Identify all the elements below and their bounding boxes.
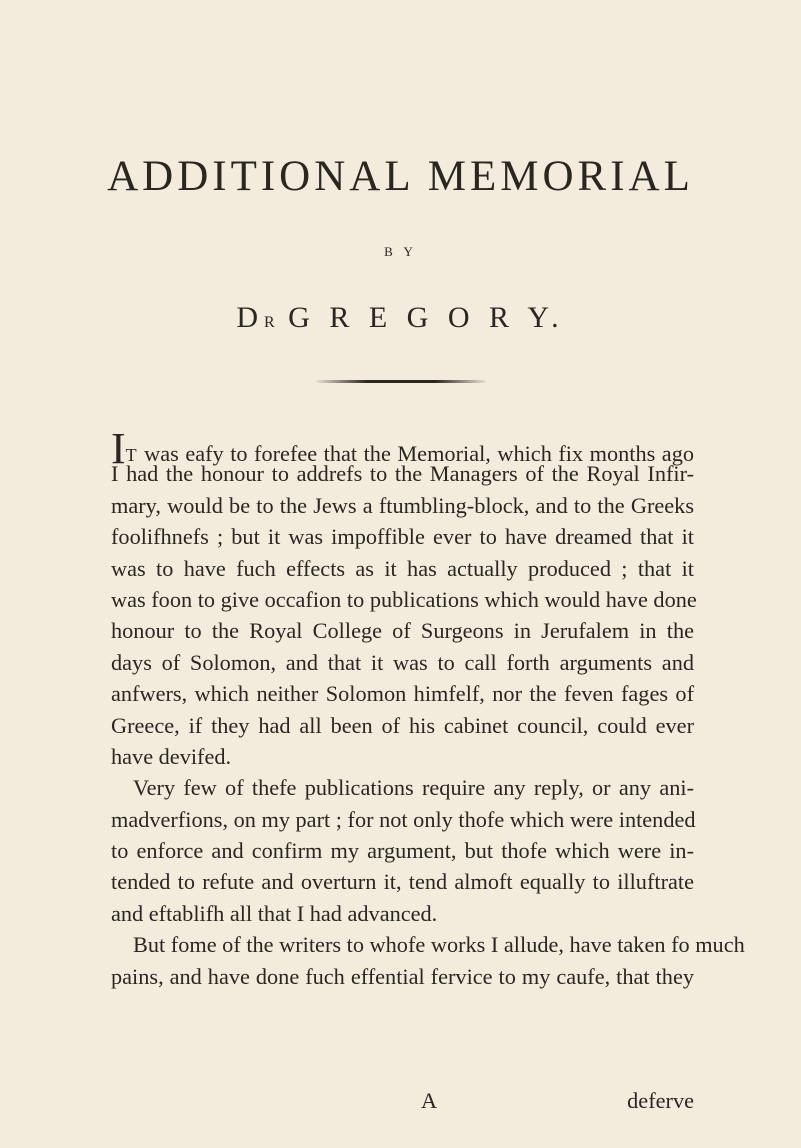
catchword: deferve — [627, 1088, 694, 1113]
text-line: anfwers, which neither Solomon himfelf, nor the feven fages of — [111, 681, 694, 707]
text-line: Very few of thefe publications require any reply, or any ani- — [133, 775, 694, 801]
text-line: Greece, if they had all been of his cabinet council, could ever — [111, 712, 694, 738]
text-line: to enforce and confirm my argument, but thofe which were in- — [111, 838, 694, 864]
body-text — [111, 424, 745, 992]
text-line: pains, and have done fuch effential fervice to my caufe, that they — [111, 963, 694, 989]
text-line: But fome of the writers to whofe works I allude, have taken fo much — [133, 932, 745, 958]
text-line: madverfions, on my part ; for not only thofe which were intended — [111, 806, 696, 832]
author-prefix-superscript: R — [263, 314, 275, 331]
text-line — [111, 424, 694, 473]
signature-mark: A — [421, 1088, 438, 1113]
text-line: was foon to give occafion to publications which would have done — [111, 586, 697, 612]
text-line: I had the honour to addrefs to the Managers of the Royal Infir- — [111, 461, 694, 487]
text-line: days of Solomon, and that it was to call forth arguments and — [111, 649, 694, 675]
drop-cap: I — [111, 424, 126, 473]
text-line: and eftablifh all that I had advanced. — [111, 900, 438, 926]
page-title: ADDITIONAL MEMORIAL — [107, 153, 694, 200]
text-line: mary, would be to the Jews a ftumbling-block, and to the Greeks — [111, 492, 694, 518]
author-prefix: D — [236, 301, 264, 334]
text-line: honour to the Royal College of Surgeons in Jerufalem in the — [111, 618, 694, 644]
byline: B Y — [384, 244, 417, 259]
ornamental-rule — [316, 380, 486, 383]
author-name — [0, 303, 801, 333]
author-surname: G R E G O R Y. — [288, 301, 565, 334]
text-line: was to have fuch effects as it has actually produced ; that it — [111, 555, 694, 581]
text-line: foolifhnefs ; but it was impoffible ever to have dreamed that it — [111, 524, 694, 550]
text-line-content: was eafy to forefee that the Memorial, which fix months ago — [137, 441, 694, 466]
text-line: have devifed. — [111, 743, 232, 769]
text-line: tended to refute and overturn it, tend almoft equally to illuftrate — [111, 869, 694, 895]
small-cap: T — [125, 445, 138, 465]
